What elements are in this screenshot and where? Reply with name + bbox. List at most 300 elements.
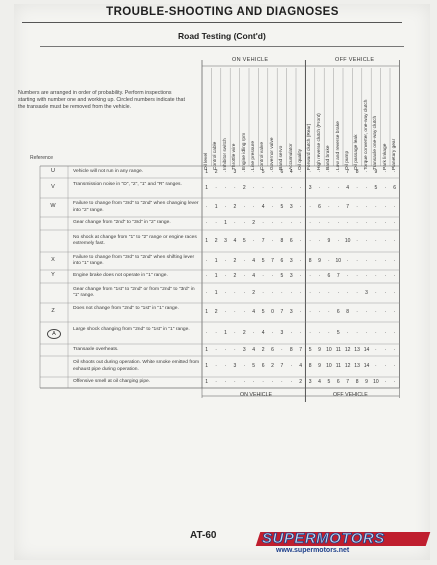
- probability-cell: 3: [289, 309, 293, 315]
- probability-cell: ·: [356, 220, 358, 226]
- probability-cell: 3: [233, 363, 237, 369]
- probability-cell: ·: [328, 220, 330, 226]
- probability-cell: 7: [336, 273, 340, 279]
- probability-cell: ·: [375, 329, 377, 336]
- probability-cell: 7: [280, 309, 284, 315]
- probability-cell: 2: [252, 220, 256, 226]
- probability-cell: ·: [243, 204, 246, 210]
- probability-cell: ·: [328, 184, 330, 191]
- probability-cell: 10: [326, 363, 332, 369]
- probability-cell: 9: [318, 363, 321, 369]
- probability-cell: ·: [252, 237, 255, 244]
- probability-cell: ·: [393, 168, 396, 175]
- probability-cell: ·: [205, 273, 208, 279]
- probability-cell: ·: [328, 309, 330, 315]
- probability-cell: 6: [271, 346, 274, 353]
- probability-cell: 7: [299, 346, 303, 353]
- probability-cell: 5: [327, 379, 331, 385]
- probability-cell: ·: [346, 273, 349, 279]
- on-vehicle-group-label: ON VEHICLE: [232, 57, 269, 63]
- probability-cell: 1: [214, 289, 218, 296]
- reference-header: Reference: [30, 155, 54, 161]
- probability-cell: ·: [262, 220, 264, 226]
- probability-cell: ·: [346, 220, 349, 226]
- probability-cell: 1: [205, 184, 209, 191]
- probability-cell: 6: [318, 204, 321, 210]
- probability-cell: ·: [252, 329, 255, 336]
- probability-cell: ·: [375, 204, 377, 210]
- probability-cell: ·: [384, 329, 387, 336]
- probability-cell: 8: [346, 309, 350, 315]
- probability-cell: ·: [215, 346, 217, 353]
- probability-cell: ·: [356, 273, 358, 279]
- probability-cell: 7: [346, 204, 350, 210]
- probability-cell: 5: [374, 184, 378, 191]
- probability-cell: ·: [356, 309, 358, 315]
- probability-cell: 8: [355, 168, 359, 175]
- probability-cell: 3: [280, 329, 284, 336]
- probability-cell: ·: [271, 329, 274, 336]
- probability-cell: ·: [356, 184, 358, 191]
- off-vehicle-group-label: OFF VEHICLE: [335, 57, 375, 63]
- probability-cell: ·: [299, 220, 302, 226]
- reference-symbol: Z: [51, 308, 55, 314]
- probability-cell: 6: [261, 363, 265, 369]
- probability-cell: ·: [384, 257, 387, 264]
- probability-cell: 2: [233, 204, 237, 210]
- probability-cell: 3: [308, 379, 312, 385]
- probability-cell: ·: [299, 184, 302, 191]
- probability-cell: ·: [393, 346, 396, 353]
- probability-cell: ·: [271, 273, 274, 279]
- probability-cell: 1: [214, 204, 218, 210]
- probability-cell: 8: [289, 346, 293, 353]
- probability-cell: ·: [328, 329, 330, 336]
- symptom-description: Oil shoots out during operation. White smoke emitted from exhaust pipe during operation.: [73, 360, 200, 372]
- page-title: TROUBLE-SHOOTING AND DIAGNOSES: [106, 6, 339, 18]
- probability-cell: 14: [363, 346, 370, 353]
- probability-cell: ·: [215, 184, 217, 191]
- probability-cell: ·: [384, 379, 387, 385]
- probability-cell: ·: [337, 204, 340, 210]
- probability-cell: 10: [344, 237, 351, 244]
- probability-cell: 11: [335, 346, 341, 353]
- probability-cell: 2: [214, 168, 218, 175]
- probability-cell: 4: [261, 329, 265, 336]
- probability-cell: ·: [224, 184, 227, 191]
- probability-cell: 1: [214, 257, 218, 264]
- probability-cell: ·: [290, 184, 293, 191]
- probability-cell: ·: [262, 273, 264, 279]
- probability-cell: ·: [299, 237, 302, 244]
- probability-cell: ·: [252, 184, 255, 191]
- probability-cell: ·: [224, 379, 227, 385]
- probability-cell: ·: [365, 273, 368, 279]
- probability-cell: 6: [289, 237, 293, 244]
- probability-cell: 4: [252, 257, 256, 264]
- probability-cell: 4: [252, 346, 256, 353]
- probability-cell: ·: [393, 273, 396, 279]
- probability-cell: ·: [205, 257, 208, 264]
- probability-cell: ·: [243, 220, 246, 226]
- reference-symbol: X: [51, 256, 55, 263]
- probability-cell: 3: [224, 237, 227, 244]
- logo-brand: SUPERMOTORS: [262, 530, 385, 547]
- symptom-description: Engine brake does not operate in "1" range.: [73, 273, 168, 279]
- probability-cell: 5: [261, 168, 265, 175]
- probability-cell: ·: [243, 273, 246, 279]
- probability-cell: 1: [205, 363, 209, 369]
- probability-cell: ·: [356, 257, 358, 264]
- probability-cell: ·: [318, 168, 321, 175]
- reference-symbol: V: [51, 183, 55, 190]
- probability-cell: 9: [318, 346, 321, 353]
- symptom-description: Offensive smell at oil charging pipe.: [73, 379, 151, 385]
- probability-cell: ·: [281, 289, 283, 296]
- probability-cell: ·: [375, 346, 377, 353]
- probability-cell: ·: [243, 168, 246, 175]
- probability-cell: ·: [299, 273, 302, 279]
- off-vehicle-footer-label: OFF VEHICLE: [333, 392, 368, 398]
- title-rule: [22, 22, 402, 23]
- probability-cell: ·: [393, 363, 396, 369]
- probability-cell: 6: [280, 168, 284, 175]
- probability-cell: 10: [335, 257, 342, 264]
- probability-cell: ·: [309, 273, 311, 279]
- symptom-description: Vehicle will not run in any range.: [73, 168, 144, 174]
- probability-cell: ·: [309, 168, 311, 175]
- probability-cell: ·: [243, 289, 246, 296]
- probability-cell: ·: [309, 237, 311, 244]
- probability-cell: ·: [328, 257, 330, 264]
- probability-cell: ·: [205, 204, 208, 210]
- probability-cell: ·: [252, 168, 255, 175]
- probability-cell: ·: [318, 184, 321, 191]
- probability-cell: ·: [224, 346, 227, 353]
- probability-cell: ·: [384, 184, 387, 191]
- probability-cell: ·: [234, 379, 236, 385]
- probability-cell: ·: [205, 289, 208, 296]
- probability-cell: ·: [375, 363, 377, 369]
- probability-cell: ·: [384, 168, 387, 175]
- probability-cell: 6: [336, 309, 340, 315]
- probability-cell: 12: [344, 346, 351, 353]
- probability-cell: ·: [309, 329, 311, 336]
- probability-cell: 11: [335, 363, 341, 369]
- probability-cell: ·: [384, 346, 387, 353]
- probability-cell: 2: [271, 363, 274, 369]
- probability-cell: ·: [224, 363, 227, 369]
- probability-cell: ·: [234, 289, 236, 296]
- probability-cell: ·: [271, 168, 274, 175]
- probability-cell: ·: [252, 204, 255, 210]
- probability-cell: 9: [318, 257, 321, 264]
- probability-cell: 2: [233, 273, 237, 279]
- intro-text: Numbers are arranged in order of probability. Perform inspections starting with number one and working up. Circled numbers indicate that the transaxle must be removed from the vehicle.: [18, 90, 185, 111]
- probability-cell: 1: [205, 346, 209, 353]
- probability-cell: ·: [375, 289, 377, 296]
- manual-page: [14, 4, 430, 560]
- probability-cell: 3: [308, 184, 312, 191]
- probability-cell: 5: [261, 257, 265, 264]
- probability-cell: ·: [224, 273, 227, 279]
- probability-cell: ·: [243, 363, 246, 369]
- page-number: AT-60: [190, 530, 217, 541]
- probability-cell: 7: [261, 237, 265, 244]
- probability-cell: 7: [346, 168, 350, 175]
- probability-cell: 6: [327, 273, 331, 279]
- probability-cell: ·: [234, 309, 236, 315]
- probability-cell: ·: [290, 363, 293, 369]
- probability-cell: ·: [224, 289, 227, 296]
- probability-cell: ·: [328, 289, 330, 296]
- probability-cell: 9: [327, 237, 331, 244]
- probability-cell: ·: [346, 257, 349, 264]
- probability-cell: ·: [356, 329, 358, 336]
- probability-cell: ·: [328, 204, 330, 210]
- reference-symbol: U: [51, 167, 55, 174]
- probability-cell: 5: [242, 237, 246, 244]
- probability-cell: ·: [318, 237, 321, 244]
- probability-cell: ·: [337, 289, 340, 296]
- probability-cell: ·: [375, 237, 377, 244]
- probability-cell: 4: [289, 168, 293, 175]
- probability-cell: ·: [318, 289, 321, 296]
- symptom-description: No shock at change from "1" to "2" range or engine races extremely fast.: [73, 234, 197, 246]
- probability-cell: 7: [280, 363, 284, 369]
- probability-cell: ·: [271, 220, 274, 226]
- probability-cell: ·: [384, 204, 387, 210]
- section-rule: [40, 46, 404, 47]
- probability-cell: 9: [374, 168, 378, 175]
- probability-cell: ·: [215, 329, 217, 336]
- probability-cell: ·: [384, 220, 387, 226]
- probability-cell: ·: [393, 329, 396, 336]
- probability-cell: ·: [384, 237, 387, 244]
- probability-cell: 6: [336, 379, 340, 385]
- probability-cell: ·: [356, 237, 358, 244]
- symptom-description: Gear change from "1st" to "2nd" or from "2nd" to "3rd" in "1" range.: [73, 286, 195, 298]
- probability-cell: ·: [215, 379, 217, 385]
- probability-cell: ·: [224, 257, 227, 264]
- probability-cell: ·: [271, 204, 274, 210]
- symptom-description: Does not change from "2nd" to "1st" in "1" range.: [73, 306, 179, 312]
- probability-cell: 10: [326, 346, 332, 353]
- probability-cell: ·: [234, 346, 236, 353]
- probability-cell: 6: [280, 257, 284, 264]
- probability-cell: ·: [375, 220, 377, 226]
- probability-cell: 8: [308, 257, 312, 264]
- probability-cell: ·: [337, 168, 340, 175]
- probability-cell: 2: [214, 237, 218, 244]
- probability-cell: ·: [365, 184, 368, 191]
- symptom-description: Transaxle overheats.: [73, 346, 119, 352]
- probability-cell: ·: [299, 204, 302, 210]
- probability-cell: 4: [261, 204, 265, 210]
- probability-cell: ·: [356, 289, 358, 296]
- probability-cell: 5: [308, 346, 312, 353]
- probability-cell: ·: [262, 289, 264, 296]
- probability-cell: ·: [337, 220, 340, 226]
- probability-cell: ·: [262, 379, 264, 385]
- symptom-description: Large shock changing from "2nd" to "1st" in "1" range.: [73, 326, 190, 332]
- probability-cell: ·: [365, 329, 368, 336]
- symptom-description: Failure to change from "3rd" to "2nd" when changing lever into "2" range.: [73, 201, 199, 213]
- reference-symbol: W: [50, 203, 56, 209]
- probability-cell: ·: [318, 309, 321, 315]
- probability-cell: ·: [337, 237, 340, 244]
- probability-cell: 1: [205, 309, 209, 315]
- probability-cell: ·: [224, 204, 227, 210]
- probability-cell: ·: [393, 204, 396, 210]
- probability-cell: 2: [299, 379, 303, 385]
- probability-cell: ·: [384, 273, 387, 279]
- probability-cell: ·: [365, 168, 368, 175]
- logo-url: www.supermotors.net: [276, 547, 350, 554]
- probability-cell: 3: [233, 168, 237, 175]
- probability-cell: ·: [281, 184, 283, 191]
- probability-cell: ·: [384, 309, 387, 315]
- probability-cell: 13: [354, 346, 360, 353]
- probability-cell: 6: [393, 184, 397, 191]
- probability-cell: ·: [299, 168, 302, 175]
- probability-cell: ·: [365, 257, 368, 264]
- reference-symbol: A: [47, 329, 61, 339]
- probability-cell: ·: [234, 184, 236, 191]
- probability-cell: ·: [281, 379, 283, 385]
- probability-cell: ·: [375, 309, 377, 315]
- probability-cell: ·: [393, 309, 396, 315]
- probability-cell: ·: [299, 257, 302, 264]
- probability-cell: 5: [261, 309, 265, 315]
- probability-cell: ·: [299, 329, 302, 336]
- symptom-description: Transmission noise in "D", "2", "1" and "R" ranges.: [73, 181, 182, 187]
- probability-cell: ·: [290, 289, 293, 296]
- probability-cell: ·: [215, 220, 217, 226]
- probability-cell: ·: [290, 220, 293, 226]
- probability-cell: ·: [346, 329, 349, 336]
- probability-cell: 7: [271, 257, 274, 264]
- probability-cell: ·: [365, 204, 368, 210]
- probability-cell: 8: [355, 379, 359, 385]
- probability-cell: ·: [309, 309, 311, 315]
- probability-cell: ·: [262, 184, 264, 191]
- probability-cell: ·: [309, 289, 311, 296]
- section-title: Road Testing (Cont'd): [178, 31, 266, 41]
- probability-cell: ·: [318, 329, 321, 336]
- symptom-description: Failure to change from "3rd" to "2nd" when shifting lever into "1" range.: [73, 254, 195, 266]
- probability-cell: ·: [205, 329, 208, 336]
- probability-cell: ·: [234, 220, 236, 226]
- probability-cell: 2: [261, 346, 265, 353]
- probability-cell: 4: [233, 237, 237, 244]
- probability-cell: ·: [271, 184, 274, 191]
- probability-cell: ·: [318, 273, 321, 279]
- probability-cell: 7: [346, 379, 350, 385]
- probability-cell: 5: [280, 204, 284, 210]
- probability-cell: ·: [365, 309, 368, 315]
- probability-cell: 10: [373, 379, 379, 385]
- probability-cell: 0: [271, 309, 274, 315]
- probability-cell: 1: [205, 379, 209, 385]
- probability-cell: 9: [365, 379, 368, 385]
- probability-cell: 4: [318, 379, 321, 385]
- probability-cell: ·: [384, 363, 387, 369]
- probability-cell: ·: [393, 379, 396, 385]
- probability-cell: ·: [393, 237, 396, 244]
- probability-cell: 8: [280, 237, 284, 244]
- probability-cell: ·: [365, 220, 368, 226]
- probability-cell: ·: [356, 204, 358, 210]
- probability-cell: 1: [224, 329, 227, 336]
- probability-cell: 3: [365, 289, 368, 296]
- probability-cell: 5: [336, 329, 340, 336]
- probability-cell: 4: [252, 273, 256, 279]
- probability-cell: 5: [280, 273, 284, 279]
- probability-cell: ·: [224, 309, 227, 315]
- probability-cell: 2: [242, 329, 246, 336]
- probability-cell: 3: [289, 273, 293, 279]
- probability-cell: ·: [281, 220, 283, 226]
- probability-cell: ·: [346, 289, 349, 296]
- probability-cell: 1: [205, 237, 209, 244]
- probability-cell: ·: [271, 237, 274, 244]
- probability-cell: 1: [214, 273, 218, 279]
- probability-cell: 2: [233, 257, 237, 264]
- probability-cell: 14: [363, 363, 370, 369]
- on-vehicle-footer-label: ON VEHICLE: [240, 392, 273, 398]
- probability-cell: 5: [252, 363, 256, 369]
- probability-cell: ·: [375, 257, 377, 264]
- probability-cell: ·: [271, 289, 274, 296]
- probability-cell: 3: [289, 204, 293, 210]
- probability-cell: ·: [281, 346, 283, 353]
- probability-cell: 4: [346, 184, 350, 191]
- probability-cell: ·: [375, 273, 377, 279]
- probability-cell: 8: [308, 363, 312, 369]
- probability-cell: 12: [344, 363, 351, 369]
- probability-cell: ·: [243, 379, 246, 385]
- probability-cell: ·: [384, 289, 387, 296]
- probability-cell: ·: [243, 309, 246, 315]
- probability-cell: ·: [243, 257, 246, 264]
- probability-cell: 2: [214, 309, 218, 315]
- watermark-logo: [262, 530, 428, 556]
- probability-cell: ·: [365, 237, 368, 244]
- probability-cell: ·: [234, 329, 236, 336]
- probability-cell: 1: [205, 168, 209, 175]
- probability-cell: ·: [224, 168, 227, 175]
- probability-cell: ·: [205, 220, 208, 226]
- probability-cell: ·: [318, 220, 321, 226]
- probability-cell: ·: [299, 289, 302, 296]
- probability-cell: ·: [337, 184, 340, 191]
- probability-cell: 4: [252, 309, 256, 315]
- probability-cell: 3: [242, 346, 246, 353]
- symptom-description: Gear change from "2nd" to "3rd" in "2" range.: [73, 220, 171, 226]
- probability-cell: ·: [271, 379, 274, 385]
- probability-cell: ·: [393, 289, 396, 296]
- probability-cell: 13: [354, 363, 360, 369]
- probability-cell: ·: [393, 257, 396, 264]
- probability-cell: 2: [242, 184, 246, 191]
- probability-cell: ·: [393, 220, 396, 226]
- probability-cell: 2: [252, 289, 256, 296]
- probability-cell: ·: [309, 220, 311, 226]
- probability-cell: ·: [299, 309, 302, 315]
- reference-symbol: Y: [51, 272, 55, 278]
- probability-cell: ·: [215, 363, 217, 369]
